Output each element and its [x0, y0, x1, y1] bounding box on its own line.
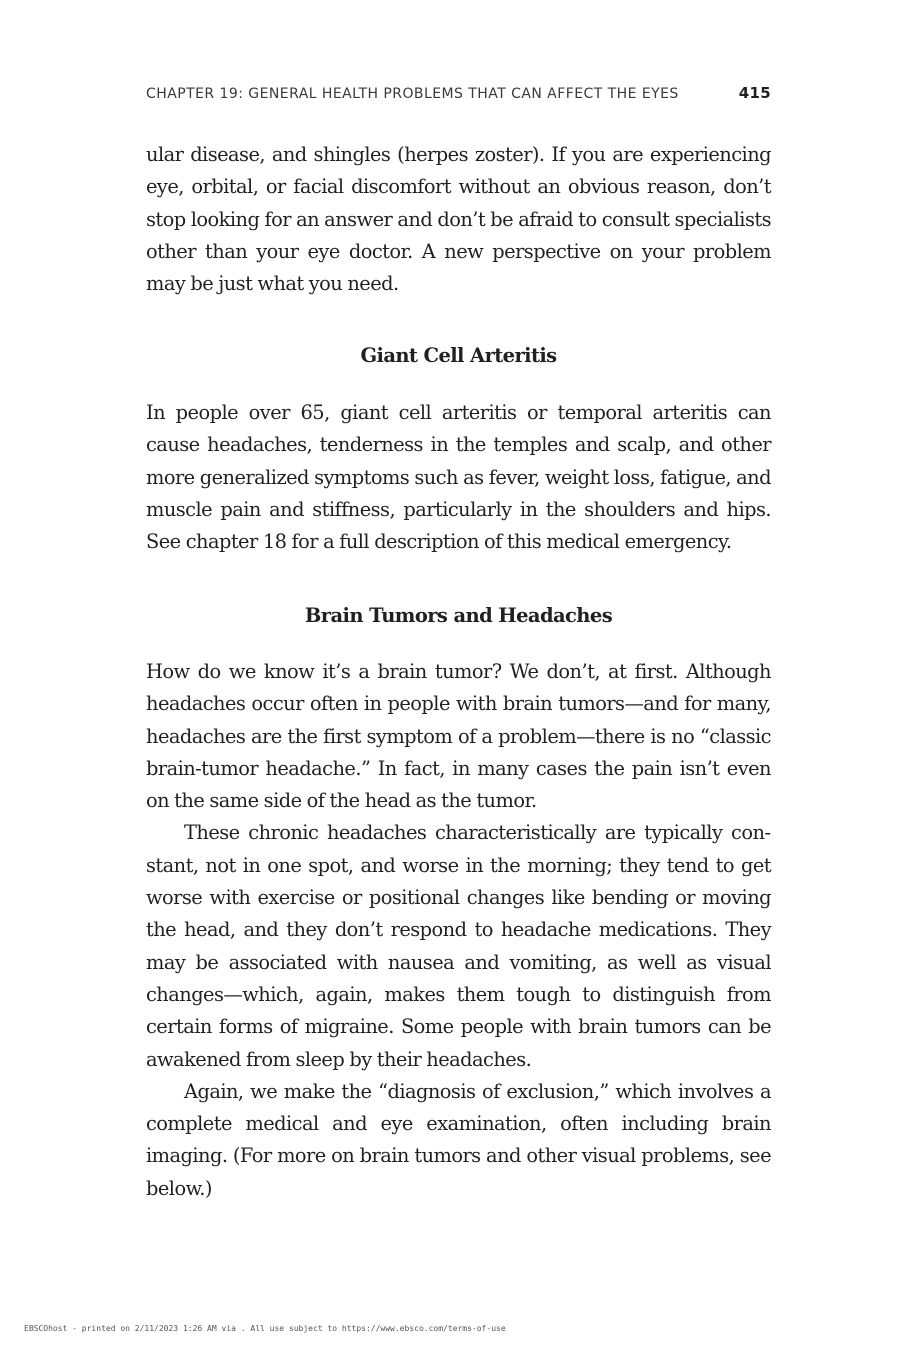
ebsco-footer: EBSCOhost - printed on 2/11/2023 1:26 AM via . All use subject to https://www.ebsco.com/terms-of-use	[24, 1324, 506, 1333]
brain-tumors-paragraph-1: How do we know it’s a brain tumor? We don’t, at first. Although headaches occur often in people with brain tumors—and for many, headaches are the first symptom of a problem—there is no “classic brain-tumor headache.” In fact, in many cases the pain isn’t even on the same side of the head as the tumor.	[146, 660, 771, 813]
running-head	[146, 84, 771, 102]
giant-cell-arteritis-heading: Giant Cell Arteritis	[360, 344, 557, 367]
brain-tumors-heading: Brain Tumors and Headaches	[304, 604, 613, 627]
intro-section	[146, 139, 771, 300]
brain-tumors-paragraph-3: Again, we make the “diagnosis of exclusion,” which involves a complete medical and eye examination, often including brain imaging. (For more on brain tumors and other visual problems, see below.)	[146, 1079, 771, 1200]
page-number: 415	[738, 84, 771, 102]
giant-cell-paragraph: In people over 65, giant cell arteritis or temporal arteritis can cause headaches, tenderness in the temples and scalp, and other more generalized symptoms such as fever, weight loss, fatigue, and muscle pain and stiffness, particularly in the shoulders and hips. See chapter 18 for a full description of this medical emergency.	[146, 401, 771, 554]
chapter-title: CHAPTER 19: GENERAL HEALTH PROBLEMS THAT CAN AFFECT THE EYES	[146, 86, 679, 102]
intro-paragraph: ular disease, and shingles (herpes zoster). If you are experiencing eye, orbital, or facial discomfort without an obvious reason, don’t stop looking for an answer and don’t be afraid to consult specialists other than your eye doctor. A new perspective on your problem may be just what you need.	[146, 143, 771, 296]
giant-cell-section	[146, 397, 771, 558]
brain-tumors-section	[146, 656, 771, 1205]
brain-tumors-paragraph-2: These chronic headaches characteristically are typically constant, not in one spot, and worse in the morning; they tend to get worse with exercise or positional changes like bending or moving the head, and they don’t respond to headache medications. They may be associated with nausea and vomiting, as well as visual changes—which, again, makes them tough to distinguish from certain forms of migraine. Some people with brain tumors can be awakened from sleep by their headaches.	[146, 821, 771, 1071]
